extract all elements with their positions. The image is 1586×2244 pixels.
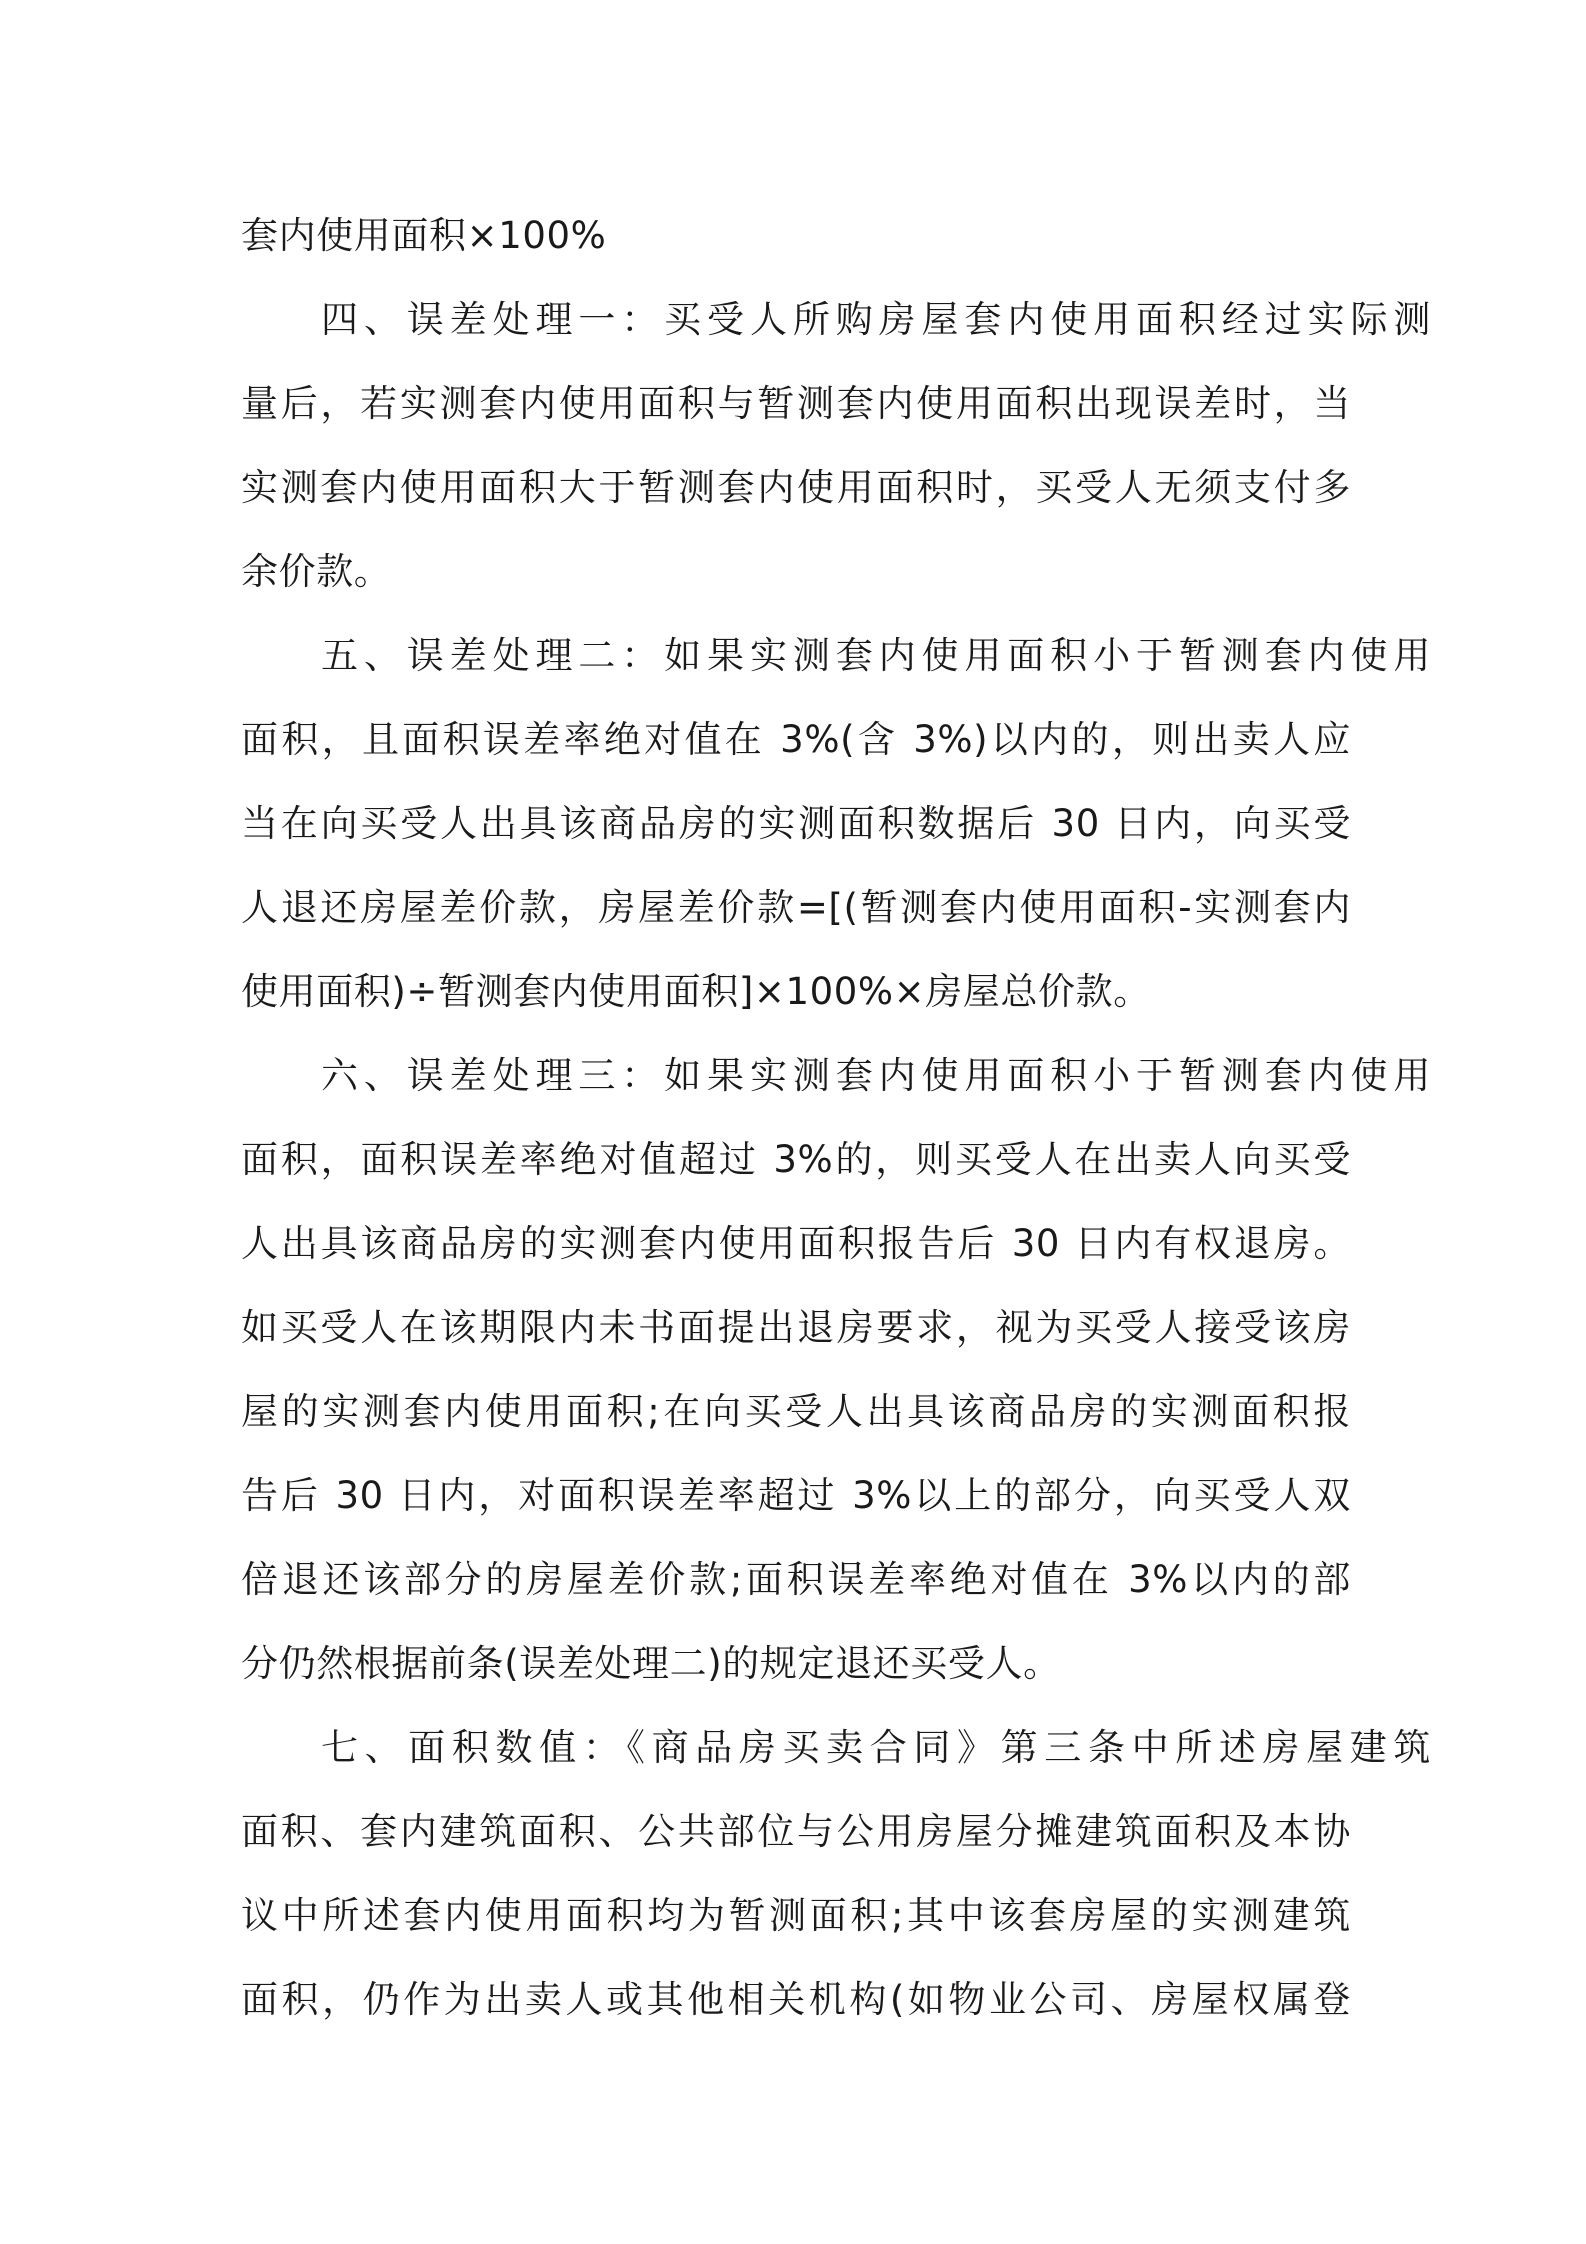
clause-5-line-4: 人退还房屋差价款，房屋差价款=[(暂测套内使用面积-实测套内 bbox=[241, 886, 1351, 929]
clause-4-line-3: 实测套内使用面积大于暂测套内使用面积时，买受人无须支付多 bbox=[241, 466, 1351, 509]
clause-6-line-6: 告后 30 日内，对面积误差率超过 3%以上的部分，向买受人双 bbox=[241, 1474, 1351, 1517]
text-line-continuation: 套内使用面积×100% bbox=[241, 214, 607, 257]
clause-5-line-1: 五、误差处理二：如果实测套内使用面积小于暂测套内使用 bbox=[321, 634, 1431, 677]
clause-6-line-1: 六、误差处理三：如果实测套内使用面积小于暂测套内使用 bbox=[321, 1054, 1431, 1097]
clause-4-line-1: 四、误差处理一：买受人所购房屋套内使用面积经过实际测 bbox=[321, 298, 1431, 341]
clause-6-line-3: 人出具该商品房的实测套内使用面积报告后 30 日内有权退房。 bbox=[241, 1222, 1351, 1265]
clause-6-line-8: 分仍然根据前条(误差处理二)的规定退还买受人。 bbox=[241, 1642, 1061, 1685]
clause-7-line-1: 七、面积数值：《商品房买卖合同》第三条中所述房屋建筑 bbox=[321, 1726, 1431, 1769]
clause-4-line-2: 量后，若实测套内使用面积与暂测套内使用面积出现误差时，当 bbox=[241, 382, 1351, 425]
clause-5-line-2: 面积，且面积误差率绝对值在 3%(含 3%)以内的，则出卖人应 bbox=[241, 718, 1351, 761]
clause-7-line-2: 面积、套内建筑面积、公共部位与公用房屋分摊建筑面积及本协 bbox=[241, 1810, 1351, 1853]
clause-4-line-4: 余价款。 bbox=[241, 550, 392, 593]
clause-5-line-5: 使用面积)÷暂测套内使用面积]×100%×房屋总价款。 bbox=[241, 970, 1151, 1013]
clause-6-line-2: 面积，面积误差率绝对值超过 3%的，则买受人在出卖人向买受 bbox=[241, 1138, 1351, 1181]
clause-6-line-5: 屋的实测套内使用面积;在向买受人出具该商品房的实测面积报 bbox=[241, 1390, 1351, 1433]
clause-7-line-4: 面积，仍作为出卖人或其他相关机构(如物业公司、房屋权属登 bbox=[241, 1978, 1351, 2021]
clause-6-line-7: 倍退还该部分的房屋差价款;面积误差率绝对值在 3%以内的部 bbox=[241, 1558, 1351, 1601]
clause-6-line-4: 如买受人在该期限内未书面提出退房要求，视为买受人接受该房 bbox=[241, 1306, 1351, 1349]
clause-7-line-3: 议中所述套内使用面积均为暂测面积;其中该套房屋的实测建筑 bbox=[241, 1894, 1351, 1937]
clause-5-line-3: 当在向买受人出具该商品房的实测面积数据后 30 日内，向买受 bbox=[241, 802, 1351, 845]
